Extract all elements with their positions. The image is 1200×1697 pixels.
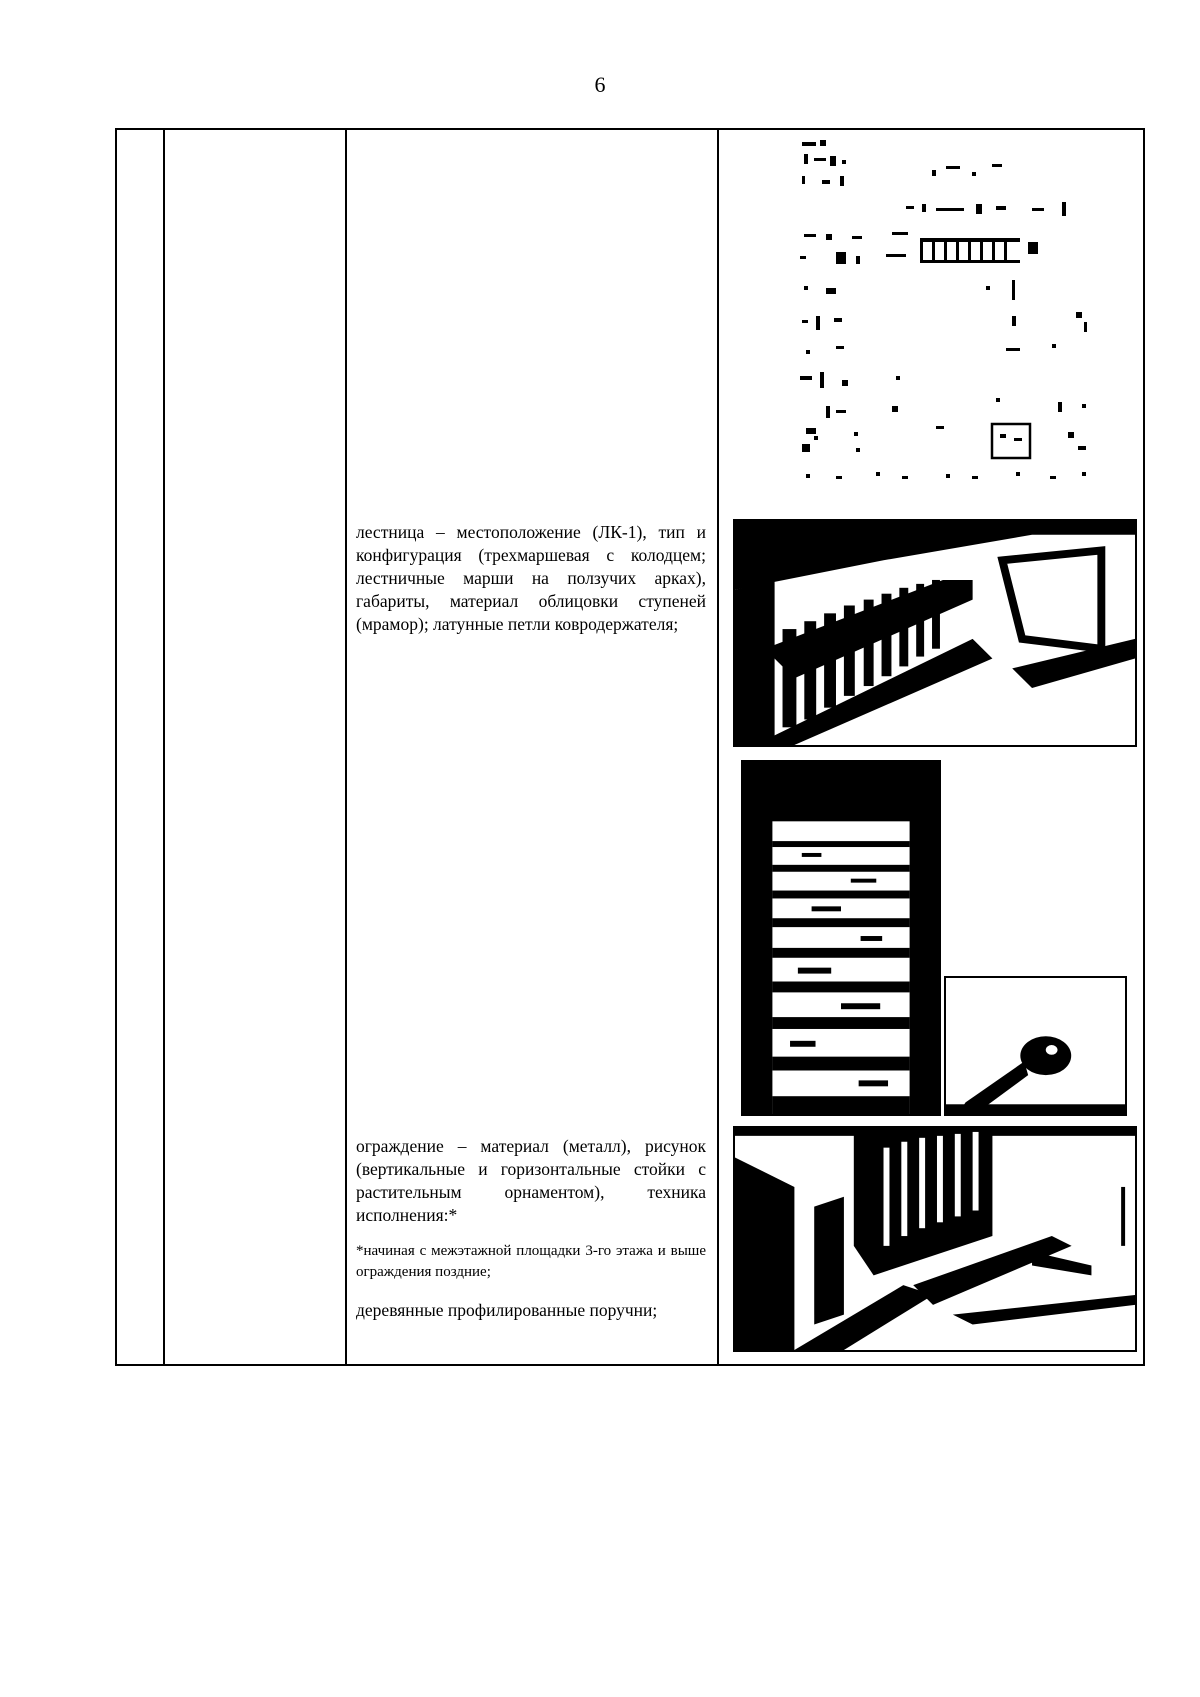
stair-railing-photo [733, 519, 1137, 747]
railing-footnote: *начиная с межэтажной площадки 3-го этажа и выше ограждения поздние; [356, 1243, 706, 1280]
railing-description-text: ограждение – материал (металл), рисунок (вертикальные и горизонтальные стойки с растительным орнаментом), техника исполнения:* [356, 1136, 706, 1225]
staircase-description [356, 521, 706, 636]
stair-steps-photo [741, 760, 941, 1116]
stair-balusters-photo-icon [735, 521, 1135, 745]
floor-plan-drawing [796, 136, 1108, 508]
railing-photo [733, 1126, 1137, 1352]
carpet-loop-photo [944, 976, 1127, 1116]
column-divider-3 [717, 130, 719, 1364]
handrail-description: деревянные профилированные поручни; [356, 1300, 658, 1320]
railing-description [356, 1135, 706, 1322]
brass-carpet-loop-photo-icon [946, 978, 1125, 1114]
column-divider-1 [163, 130, 165, 1364]
column-divider-2 [345, 130, 347, 1364]
page-number: 6 [594, 72, 606, 97]
metal-railing-photo-icon [735, 1128, 1135, 1350]
floor-plan-icon [796, 136, 1108, 508]
staircase-description-text: лестница – местоположение (ЛК-1), тип и конфигурация (трехмаршевая с колодцем; лестничные марши на ползучих арках), габариты, материал облицовки ступеней (мрамор); латунные петли ковродержателя; [356, 522, 706, 634]
marble-steps-photo-icon [743, 762, 939, 1114]
